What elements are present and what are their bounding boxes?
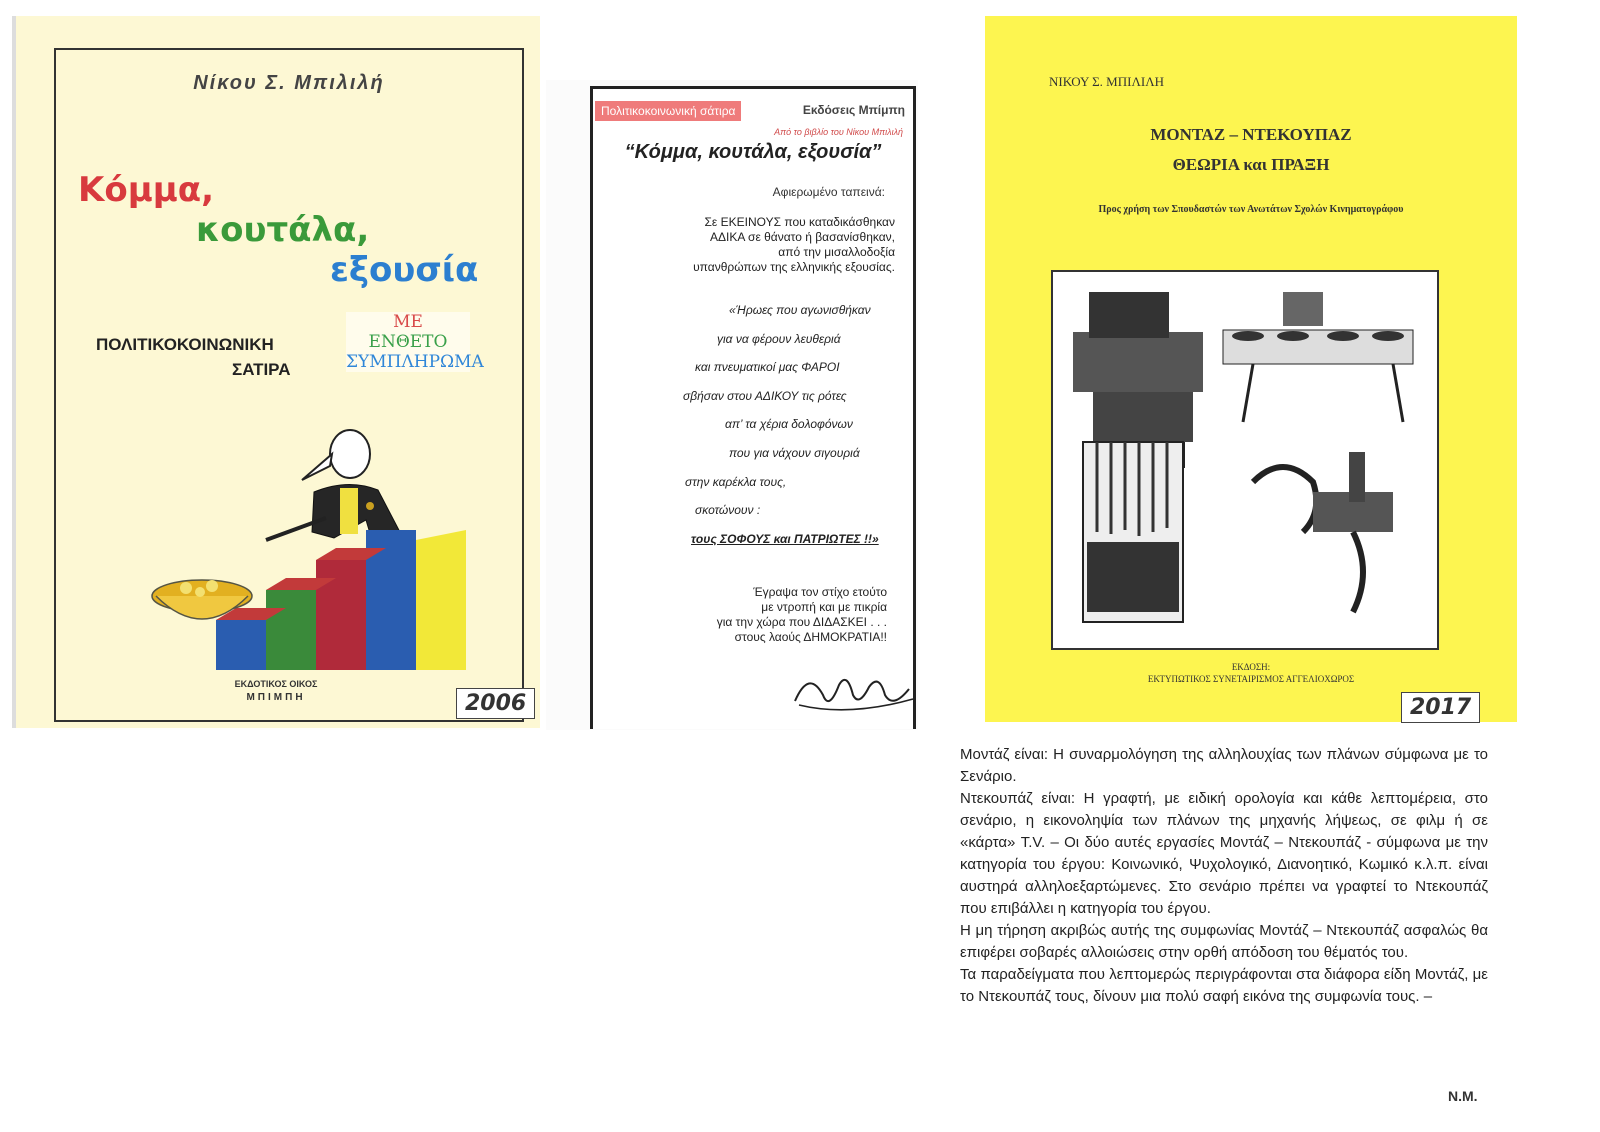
- edition-line-2: ΕΚΤΥΠΩΤΙΚΟΣ ΣΥΝΕΤΑΙΡΙΣΜΟΣ ΑΓΓΕΛΙΟΧΩΡΟΣ: [1147, 674, 1355, 684]
- book-1-title-line-1: Κόμμα,: [78, 170, 215, 210]
- publisher-line-1: ΕΚΔΟΤΙΚΟΣ ΟΙΚΟΣ: [234, 679, 318, 689]
- flyer-publisher: Εκδόσεις Μπίμπη: [802, 103, 905, 117]
- author-initials: Ν.Μ.: [1448, 1088, 1478, 1104]
- poem-line: σβήσαν στου ΑΔΙΚΟΥ τις ρότες: [683, 388, 847, 403]
- flyer-poem: [633, 303, 903, 560]
- flyer-title: “Κόμμα, κουτάλα, εξουσία”: [624, 141, 882, 163]
- paragraph-line: από την μισαλλοδοξία: [778, 245, 895, 259]
- insert-line-1: ΜΕ: [393, 312, 423, 332]
- book-1-genre-line-2: ΣΑΤΙΡΑ: [232, 360, 291, 379]
- description-paragraph: Τα παραδείγματα που λεπτομερώς περιγράφονται στα διάφορα είδη Μοντάζ, με το Ντεκουπάζ τους, δίνουν μια πολύ σαφή εικόνα της συμφωνία τους. –: [960, 966, 1488, 1005]
- poem-line: για να φέρουν λευθεριά: [717, 331, 841, 346]
- closing-line: Έγραψα τον στίχο ετούτο: [753, 585, 887, 599]
- book-1-illustration: [116, 420, 476, 680]
- book-1-title-line-3: εξουσία: [330, 250, 479, 290]
- title-line-2: ΘΕΩΡΙΑ και ΠΡΑΞΗ: [1172, 155, 1330, 174]
- book-cover-3: [985, 16, 1517, 722]
- handwritten-signature: [789, 665, 919, 715]
- flyer-dedication: Αφιερωμένο ταπεινά:: [772, 185, 885, 199]
- flyer-genre-tag: Πολιτικοκοινωνική σάτιρα: [595, 101, 741, 121]
- flyer-closing-verse: [627, 585, 887, 645]
- book-3-edition: [985, 661, 1517, 685]
- description-text: [960, 744, 1488, 1008]
- description-paragraph: Μοντάζ είναι: Η συναρμολόγηση της αλληλουχίας των πλάνων σύμφωνα με το Σενάριο.: [960, 746, 1488, 785]
- flyer-page: [546, 80, 918, 730]
- book-1-author: Νίκου Σ. Μπιλιλή: [193, 72, 385, 94]
- book-cover-1: [16, 16, 540, 728]
- paragraph-line: υπανθρώπων της ελληνικής εξουσίας.: [693, 260, 895, 274]
- poem-line: στην καρέκλα τους,: [685, 474, 787, 489]
- closing-line: με ντροπή και με πικρία: [761, 600, 887, 614]
- publisher-line-2: ΜΠΙΜΠΗ: [246, 692, 306, 703]
- book-1-publisher: [206, 678, 346, 704]
- flyer-paragraph: [615, 215, 895, 275]
- editing-equipment-photo: [1051, 270, 1439, 650]
- book-cover-1-frame: [54, 48, 524, 722]
- flyer-frame: [590, 86, 916, 729]
- paragraph-line: ΑΔΙΚΑ σε θάνατο ή βασανίσθηκαν,: [710, 230, 895, 244]
- book-3-title: [985, 120, 1517, 180]
- book-3-year: 2017: [1401, 692, 1480, 723]
- poem-line: τους ΣΟΦΟΥΣ και ΠΑΤΡΙΩΤΕΣ !!»: [691, 531, 879, 546]
- poem-line: απ’ τα χέρια δολοφόνων: [725, 417, 853, 432]
- book-1-year: 2006: [456, 688, 535, 719]
- insert-line-3: ΣΥΜΠΛΗΡΩΜΑ: [346, 352, 484, 372]
- book-3-author: ΝΙΚΟΥ Σ. ΜΠΙΛΙΛΗ: [1049, 74, 1165, 89]
- equipment-illustration: [1053, 272, 1437, 648]
- poem-line: και πνευματικοί μας ΦΑΡΟΙ: [695, 360, 840, 375]
- book-1-genre-line-1: ΠΟΛΙΤΙΚΟΚΟΙΝΩΝΙΚΗ: [96, 335, 274, 354]
- poem-line: σκοτώνουν :: [695, 503, 761, 518]
- title-line-1: ΜΟΝΤΑΖ – ΝΤΕΚΟΥΠΑΖ: [1150, 125, 1352, 144]
- flyer-source-note: Από το βιβλίο του Νίκου Μπιλιλή: [774, 127, 903, 137]
- poem-line: που για νάχουν σιγουριά: [729, 445, 860, 460]
- closing-line: στους λαούς ΔΗΜΟΚΡΑΤΙΑ!!: [734, 630, 887, 644]
- description-paragraph: Ντεκουπάζ είναι: Η γραφτή, με ειδική ορολογία και κάθε λεπτομέρεια, στο σενάριο, η εικονοληψία των πλάνων της μηχανής λήψεως, σε φιλμ ή σε «κάρτα» T.V. – Οι δύο αυτές εργασίες Μοντάζ – Ντεκουπάζ - σύμφωνα με την κατηγορία του έργου: Κοινωνικό, Ψυχολογικό, Διανοητικό, Κωμικό κ.λ.π. είναι αυστηρά αλληλοεξαρτώμενες. Στο σενάριο πρέπει να γραφτεί το Ντεκουπάζ που επιβάλλει η κατηγορία του έργου.: [960, 790, 1488, 917]
- description-paragraph: Η μη τήρηση ακριβώς αυτής της συμφωνίας Μοντάζ – Ντεκουπάζ ασφαλώς θα επιφέρει σοβαρές αλλοιώσεις στην ορθή απόδοση του θέματός του.: [960, 922, 1488, 961]
- poem-line: «Ήρωες που αγωνισθήκαν: [729, 303, 871, 317]
- book-1-title-line-2: κουτάλα,: [196, 210, 370, 250]
- insert-line-2: ΕΝΘΕΤΟ: [368, 332, 448, 352]
- paragraph-line: Σε ΕΚΕΙΝΟΥΣ που καταδικάσθηκαν: [704, 215, 895, 229]
- book-1-insert-label: [346, 312, 484, 372]
- book-3-subtitle: Προς χρήση των Σπουδαστών των Ανωτάτων Σχολών Κινηματογράφου: [1098, 204, 1404, 215]
- edition-line-1: ΕΚΔΟΣΗ:: [1231, 662, 1271, 672]
- closing-line: για την χώρα που ΔΙΔΑΣΚΕΙ . . .: [716, 615, 887, 629]
